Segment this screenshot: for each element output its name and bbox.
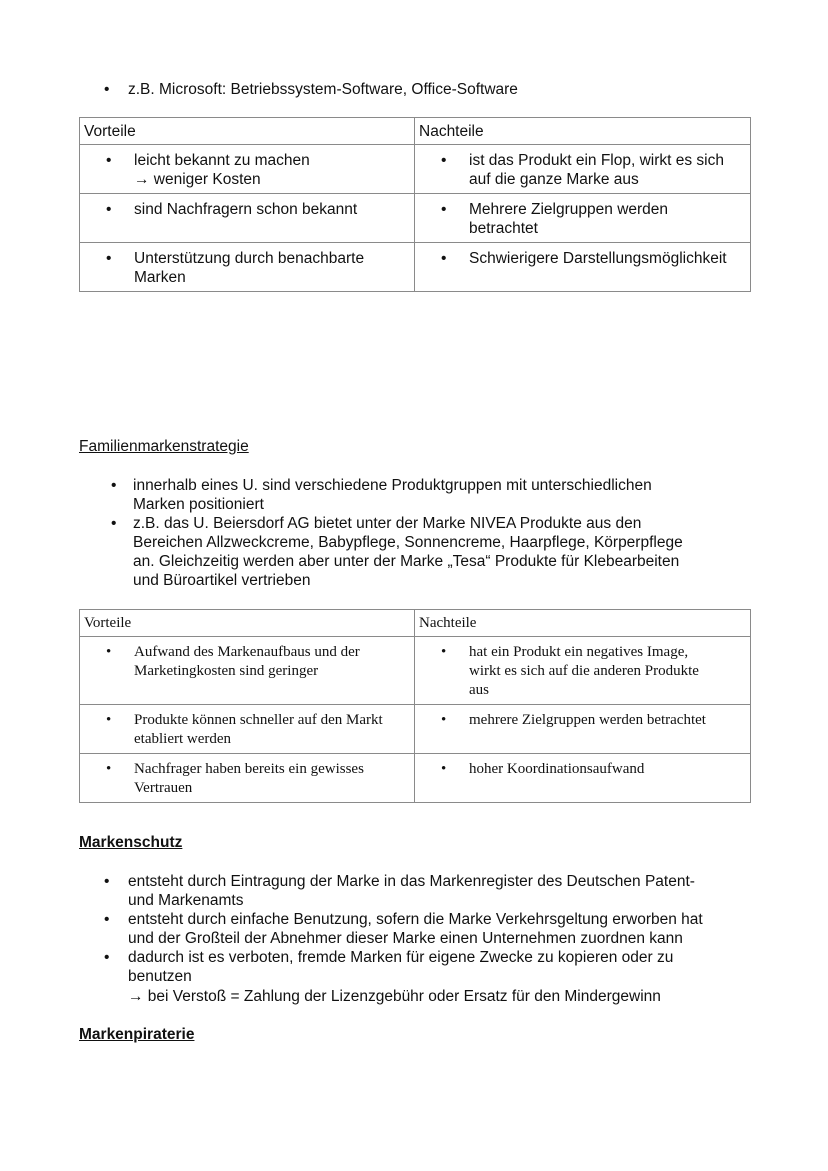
table-cell: [415, 145, 751, 194]
cell-line: leicht bekannt zu machen: [134, 152, 310, 169]
cell-line: Unterstützung durch benachbarte: [134, 250, 365, 267]
bullet-icon: •: [441, 761, 447, 777]
table-cell: [415, 754, 751, 803]
cell-line: ist das Produkt ein Flop, wirkt es sich: [469, 152, 724, 169]
family-bullet-1-line-1: innerhalb eines U. sind verschiedene Produktgruppen mit unterschiedlichen: [133, 477, 652, 494]
table-cell: [415, 243, 751, 292]
bullet-icon: •: [104, 873, 110, 890]
family-bullet-2-line-4: und Büroartikel vertrieben: [133, 572, 311, 589]
markenschutz-bullet-2-line-2: und der Großteil der Abnehmer dieser Marke einen Unternehmen zuordnen kann: [128, 930, 683, 947]
cell-line: Vertrauen: [134, 780, 193, 796]
intro-bullet-text: z.B. Microsoft: Betriebssystem-Software, Office-Software: [128, 81, 518, 98]
markenpiraterie-heading: Markenpiraterie: [79, 1026, 195, 1043]
bullet-icon: •: [106, 250, 112, 267]
bullet-icon: •: [106, 712, 112, 728]
cell-line: Schwierigere Darstellungsmöglichkeit: [469, 250, 727, 267]
family-bullet-2-line-3: an. Gleichzeitig werden aber unter der Marke „Tesa“ Produkte für Klebearbeiten: [133, 553, 680, 570]
table1-header-pros: Vorteile: [80, 118, 415, 145]
cell-line: hat ein Produkt ein negatives Image,: [469, 644, 689, 660]
cell-line: Mehrere Zielgruppen werden: [469, 201, 669, 218]
cell-line: sind Nachfragern schon bekannt: [134, 201, 358, 218]
table2-header-pros: Vorteile: [80, 610, 415, 637]
advantages-table-1: [79, 117, 751, 292]
markenschutz-bullet-2-line-1: entsteht durch einfache Benutzung, sofern die Marke Verkehrsgeltung erworben hat: [128, 911, 703, 928]
table1-header-cons: Nachteile: [415, 118, 751, 145]
bullet-icon: •: [111, 515, 117, 532]
cell-line: aus: [469, 682, 489, 698]
bullet-icon: •: [441, 152, 447, 169]
bullet-icon: •: [106, 201, 112, 218]
bullet-icon: •: [441, 250, 447, 267]
markenschutz-bullet-3-line-3: → bei Verstoß = Zahlung der Lizenzgebühr oder Ersatz für den Mindergewinn: [128, 988, 661, 1005]
family-bullet-2-line-1: z.B. das U. Beiersdorf AG bietet unter der Marke NIVEA Produkte aus den: [133, 515, 642, 532]
cell-line: Aufwand des Markenaufbaus und der: [134, 644, 360, 660]
cell-line: mehrere Zielgruppen werden betrachtet: [469, 712, 706, 728]
table-cell: [415, 637, 751, 705]
table2-header-cons: Nachteile: [415, 610, 751, 637]
cell-line: hoher Koordinationsaufwand: [469, 761, 645, 777]
table-cell: [80, 145, 415, 194]
table-cell: [415, 194, 751, 243]
bullet-icon: •: [104, 911, 110, 928]
bullet-icon: •: [441, 644, 447, 660]
bullet-icon: •: [106, 644, 112, 660]
table-cell: [80, 705, 415, 754]
cell-line: Marken: [134, 269, 186, 286]
bullet-icon: •: [106, 761, 112, 777]
cell-line: betrachtet: [469, 220, 538, 237]
markenschutz-bullet-1-line-2: und Markenamts: [128, 892, 244, 909]
markenschutz-heading: Markenschutz: [79, 834, 183, 851]
cell-line: Marketingkosten sind geringer: [134, 663, 319, 679]
cell-line: wirkt es sich auf die anderen Produkte: [469, 663, 699, 679]
family-bullet-1-line-2: Marken positioniert: [133, 496, 264, 513]
bullet-icon: •: [111, 477, 117, 494]
markenschutz-bullet-3-line-2: benutzen: [128, 968, 192, 985]
bullet-icon: •: [104, 949, 110, 966]
cell-line: Produkte können schneller auf den Markt: [134, 712, 383, 728]
bullet-icon: •: [441, 201, 447, 218]
markenschutz-bullet-1-line-1: entsteht durch Eintragung der Marke in das Markenregister des Deutschen Patent-: [128, 873, 695, 890]
family-bullet-2-line-2: Bereichen Allzweckcreme, Babypflege, Sonnencreme, Haarpflege, Körperpflege: [133, 534, 683, 551]
cell-line: etabliert werden: [134, 731, 232, 747]
bullet-icon: •: [441, 712, 447, 728]
bullet-icon: •: [104, 81, 110, 98]
table-cell: [80, 637, 415, 705]
table-cell: [415, 705, 751, 754]
cell-line: auf die ganze Marke aus: [469, 171, 639, 188]
advantages-table-2: [79, 609, 751, 803]
cell-line: Nachfrager haben bereits ein gewisses: [134, 761, 364, 777]
cell-line: → weniger Kosten: [134, 171, 261, 188]
markenschutz-bullet-3-line-1: dadurch ist es verboten, fremde Marken für eigene Zwecke zu kopieren oder zu: [128, 949, 674, 966]
bullet-icon: •: [106, 152, 112, 169]
family-heading: Familienmarkenstrategie: [79, 438, 249, 455]
table-cell: [80, 754, 415, 803]
table-cell: [80, 243, 415, 292]
table-cell: [80, 194, 415, 243]
